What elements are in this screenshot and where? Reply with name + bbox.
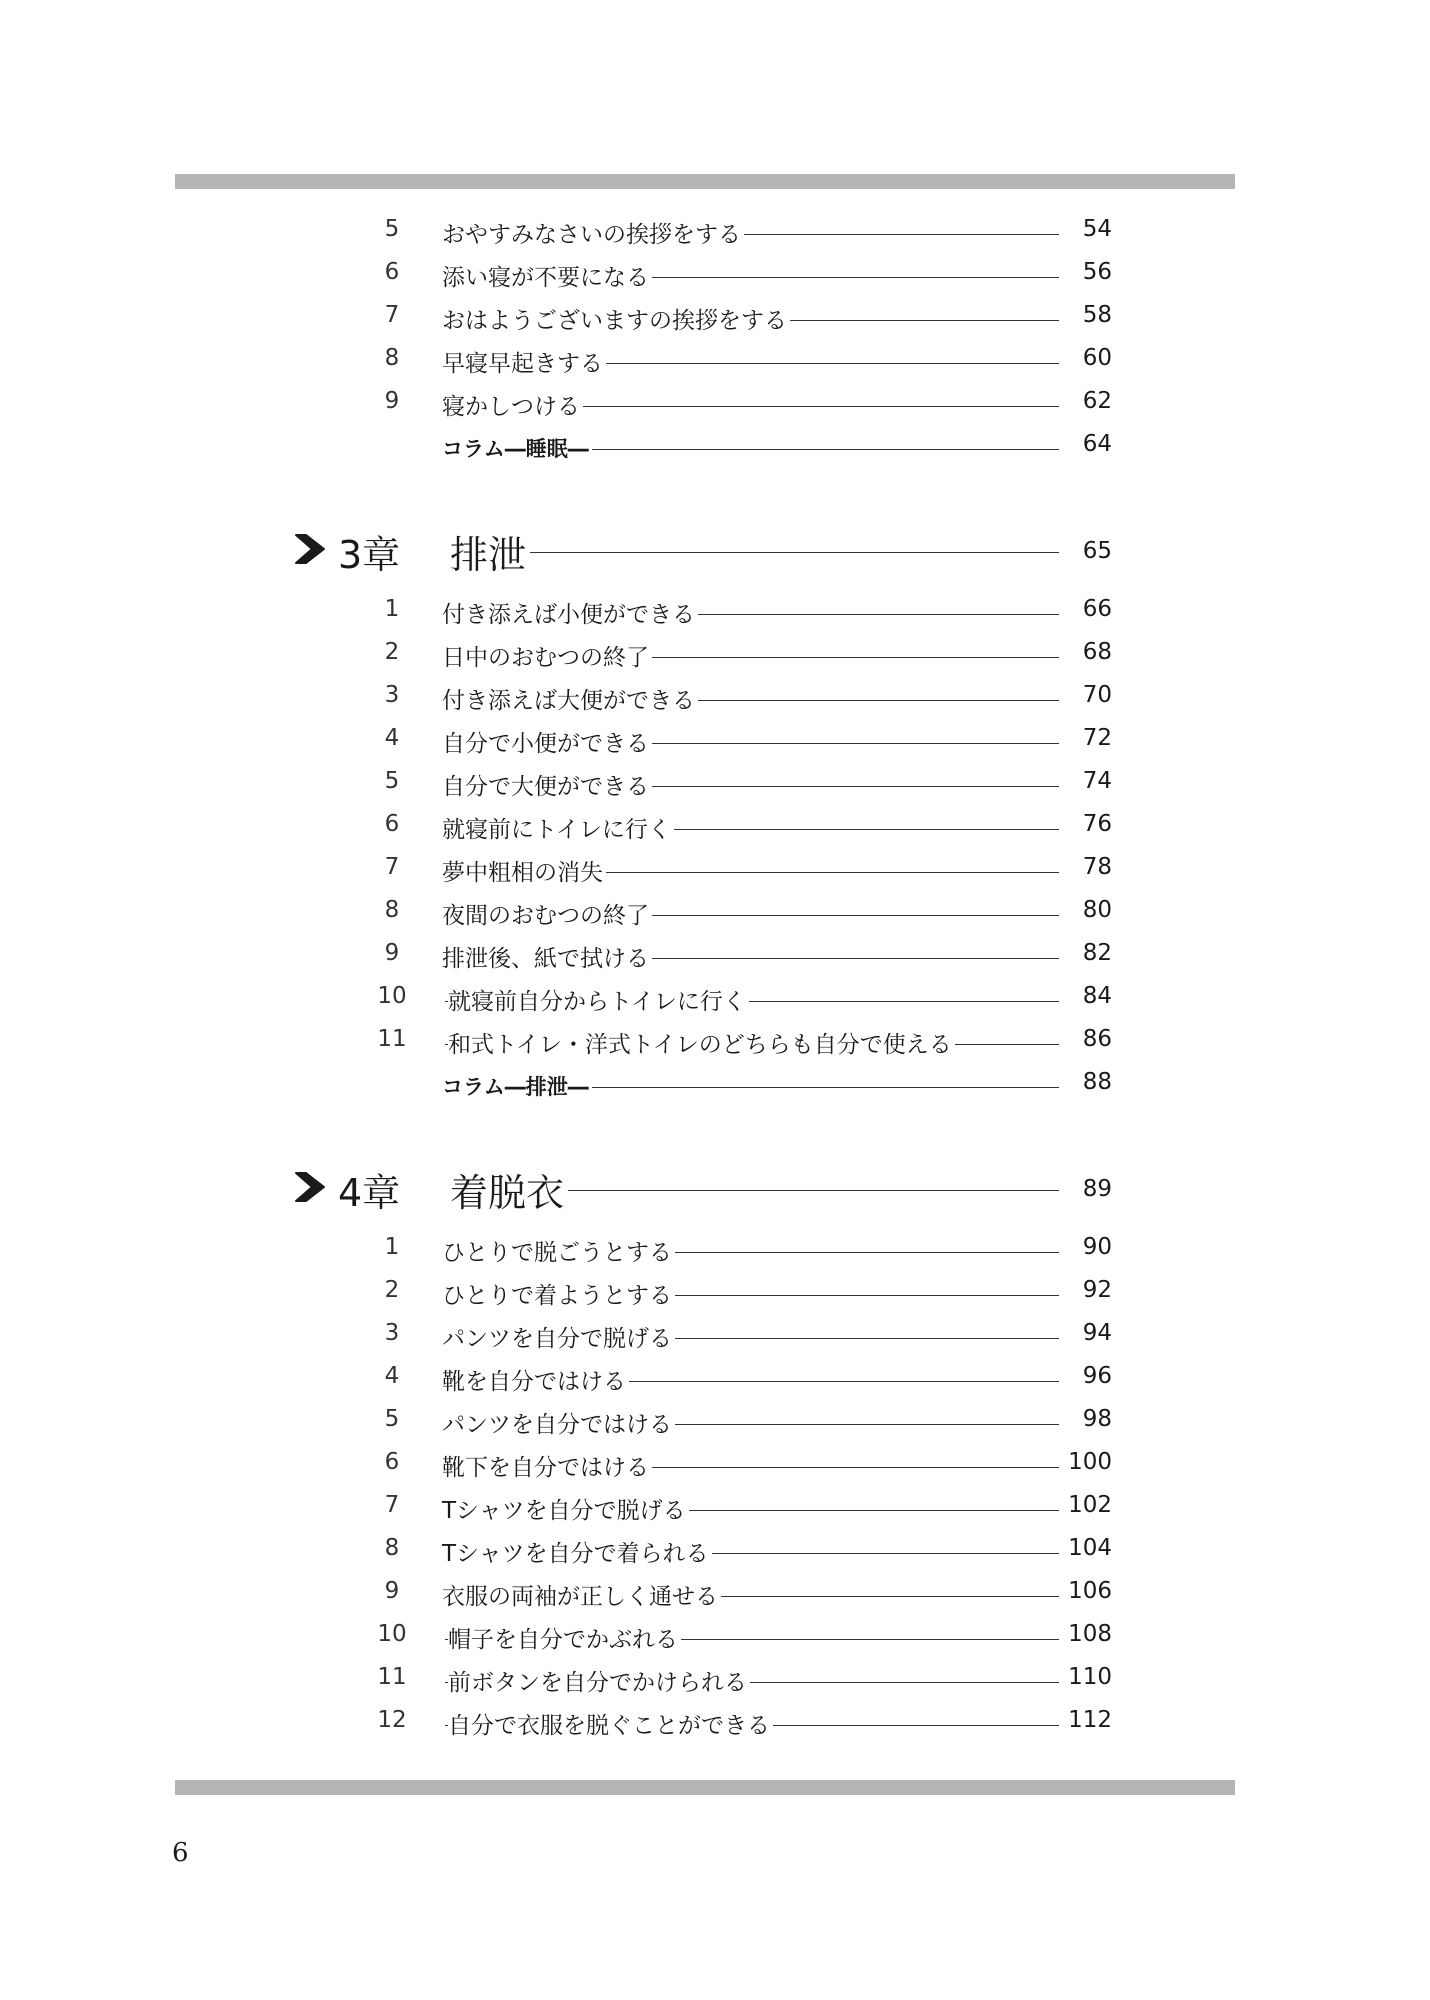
entry-title: 和式トイレ・洋式トイレのどちらも自分で使える: [448, 1026, 955, 1059]
entry-page-number: 56: [1059, 259, 1112, 285]
chapter-page-number: 65: [1059, 538, 1112, 564]
entry-page-number: 66: [1059, 596, 1112, 622]
toc-entry[interactable]: [0, 848, 1430, 888]
toc-entry[interactable]: [0, 891, 1430, 931]
entry-number: 3: [384, 1320, 400, 1346]
dot-leader: [520, 1190, 1075, 1191]
toc-entry[interactable]: [0, 1314, 1430, 1354]
entry-number: 8: [384, 345, 400, 371]
toc-entry[interactable]: [0, 253, 1430, 293]
entry-page-number: 110: [1059, 1664, 1112, 1690]
toc-entry[interactable]: [0, 1572, 1430, 1612]
toc-entry[interactable]: [0, 296, 1430, 336]
entry-page-number: 54: [1059, 216, 1112, 242]
toc-entry[interactable]: [0, 1443, 1430, 1483]
entry-title: 夢中粗相の消失: [442, 854, 606, 887]
entry-number: 9: [384, 940, 400, 966]
entry-page-number: 84: [1059, 983, 1112, 1009]
entry-number: 9: [384, 388, 400, 414]
entry-number: 6: [384, 259, 400, 285]
toc-entry[interactable]: [0, 1357, 1430, 1397]
entry-number: 8: [384, 1535, 400, 1561]
entry-page-number: 96: [1059, 1363, 1112, 1389]
entry-title: コラム―睡眠―: [442, 433, 592, 463]
toc-entry[interactable]: [0, 1615, 1430, 1655]
entry-number: 5: [384, 216, 400, 242]
chapter-title: 着脱衣: [450, 1162, 568, 1217]
entry-title: 靴下を自分ではける: [442, 1449, 652, 1482]
entry-page-number: 90: [1059, 1234, 1112, 1260]
toc-entry[interactable]: [0, 1701, 1430, 1741]
entry-page-number: 58: [1059, 302, 1112, 328]
entry-title: 排泄後、紙で拭ける: [442, 940, 652, 973]
entry-title: 付き添えば大便ができる: [442, 682, 698, 715]
toc-entry[interactable]: [0, 1529, 1430, 1569]
entry-page-number: 74: [1059, 768, 1112, 794]
entry-page-number: 80: [1059, 897, 1112, 923]
chapter-heading[interactable]: [0, 1154, 1430, 1214]
toc-entry[interactable]: [0, 719, 1430, 759]
dot-leader: [520, 552, 1075, 553]
entry-page-number: 72: [1059, 725, 1112, 751]
entry-number: 11: [377, 1664, 407, 1690]
entry-number: 6: [384, 1449, 400, 1475]
bottom-divider-bar: [175, 1780, 1235, 1795]
entry-title: 自分で衣服を脱ぐことができる: [448, 1707, 773, 1740]
entry-title: 靴を自分ではける: [442, 1363, 629, 1396]
entry-page-number: 86: [1059, 1026, 1112, 1052]
chapter-label: 4章: [338, 1162, 400, 1217]
entry-title: Tシャツを自分で脱げる: [442, 1492, 689, 1525]
toc-entry[interactable]: [0, 1228, 1430, 1268]
entry-title: 就寝前自分からトイレに行く: [448, 983, 749, 1016]
entry-page-number: 106: [1059, 1578, 1112, 1604]
toc-entry[interactable]: [0, 339, 1430, 379]
entry-title: 添い寝が不要になる: [442, 259, 652, 292]
entry-page-number: 60: [1059, 345, 1112, 371]
entry-page-number: 88: [1059, 1069, 1112, 1095]
entry-title: コラム―排泄―: [442, 1071, 592, 1101]
entry-title: 自分で大便ができる: [442, 768, 652, 801]
toc-entry[interactable]: [0, 934, 1430, 974]
toc-entry[interactable]: [0, 805, 1430, 845]
entry-number: 12: [377, 1707, 407, 1733]
toc-column-entry[interactable]: [0, 425, 1430, 465]
chevron-right-icon: [292, 1170, 328, 1204]
entry-page-number: 78: [1059, 854, 1112, 880]
entry-number: 6: [384, 811, 400, 837]
entry-number: 1: [384, 596, 400, 622]
entry-page-number: 76: [1059, 811, 1112, 837]
toc-entry[interactable]: [0, 1400, 1430, 1440]
entry-title: ひとりで着ようとする: [442, 1277, 675, 1310]
chapter-heading[interactable]: [0, 516, 1430, 576]
entry-page-number: 94: [1059, 1320, 1112, 1346]
entry-number: 7: [384, 1492, 400, 1518]
entry-page-number: 82: [1059, 940, 1112, 966]
entry-number: 4: [384, 725, 400, 751]
entry-number: 5: [384, 1406, 400, 1432]
toc-entry[interactable]: [0, 1020, 1430, 1060]
entry-title: パンツを自分ではける: [442, 1406, 675, 1439]
page-number: 6: [172, 1838, 189, 1868]
entry-title: Tシャツを自分で着られる: [442, 1535, 712, 1568]
entry-number: 11: [377, 1026, 407, 1052]
entry-title: 寝かしつける: [442, 388, 583, 421]
toc-entry[interactable]: [0, 1271, 1430, 1311]
toc-entry[interactable]: [0, 382, 1430, 422]
entry-title: 前ボタンを自分でかけられる: [448, 1664, 750, 1697]
entry-title: 就寝前にトイレに行く: [442, 811, 674, 844]
entry-number: 1: [384, 1234, 400, 1260]
toc-column-entry[interactable]: [0, 1063, 1430, 1103]
entry-page-number: 100: [1059, 1449, 1112, 1475]
entry-page-number: 104: [1059, 1535, 1112, 1561]
toc-entry[interactable]: [0, 590, 1430, 630]
chapter-page-number: 89: [1059, 1176, 1112, 1202]
entry-number: 7: [384, 302, 400, 328]
toc-entry[interactable]: [0, 633, 1430, 673]
entry-title: パンツを自分で脱げる: [442, 1320, 675, 1353]
entry-title: 早寝早起きする: [442, 345, 606, 378]
entry-number: 2: [384, 1277, 400, 1303]
entry-number: 7: [384, 854, 400, 880]
top-divider-bar: [175, 174, 1235, 189]
entry-title: おやすみなさいの挨拶をする: [442, 216, 744, 249]
entry-title: 付き添えば小便ができる: [442, 596, 698, 629]
entry-number: 2: [384, 639, 400, 665]
chevron-right-icon: [292, 532, 328, 566]
entry-page-number: 112: [1059, 1707, 1112, 1733]
entry-title: おはようございますの挨拶をする: [442, 302, 790, 335]
entry-page-number: 92: [1059, 1277, 1112, 1303]
chapter-label: 3章: [338, 524, 400, 579]
entry-title: ひとりで脱ごうとする: [442, 1234, 675, 1267]
entry-page-number: 64: [1059, 431, 1112, 457]
chapter-title: 排泄: [450, 524, 530, 579]
entry-page-number: 68: [1059, 639, 1112, 665]
entry-number: 8: [384, 897, 400, 923]
entry-page-number: 108: [1059, 1621, 1112, 1647]
entry-number: 5: [384, 768, 400, 794]
entry-number: 3: [384, 682, 400, 708]
entry-number: 9: [384, 1578, 400, 1604]
toc-entry[interactable]: [0, 1486, 1430, 1526]
toc-entry[interactable]: [0, 762, 1430, 802]
entry-page-number: 62: [1059, 388, 1112, 414]
entry-number: 10: [377, 983, 407, 1009]
toc-entry[interactable]: [0, 676, 1430, 716]
entry-page-number: 102: [1059, 1492, 1112, 1518]
toc-entry[interactable]: [0, 210, 1430, 250]
entry-number: 4: [384, 1363, 400, 1389]
entry-title: 帽子を自分でかぶれる: [448, 1621, 681, 1654]
entry-page-number: 70: [1059, 682, 1112, 708]
entry-page-number: 98: [1059, 1406, 1112, 1432]
entry-title: 夜間のおむつの終了: [442, 897, 652, 930]
toc-entry[interactable]: [0, 977, 1430, 1017]
toc-entry[interactable]: [0, 1658, 1430, 1698]
entry-title: 衣服の両袖が正しく通せる: [442, 1578, 721, 1611]
entry-title: 自分で小便ができる: [442, 725, 652, 758]
entry-title: 日中のおむつの終了: [442, 639, 652, 672]
entry-number: 10: [377, 1621, 407, 1647]
